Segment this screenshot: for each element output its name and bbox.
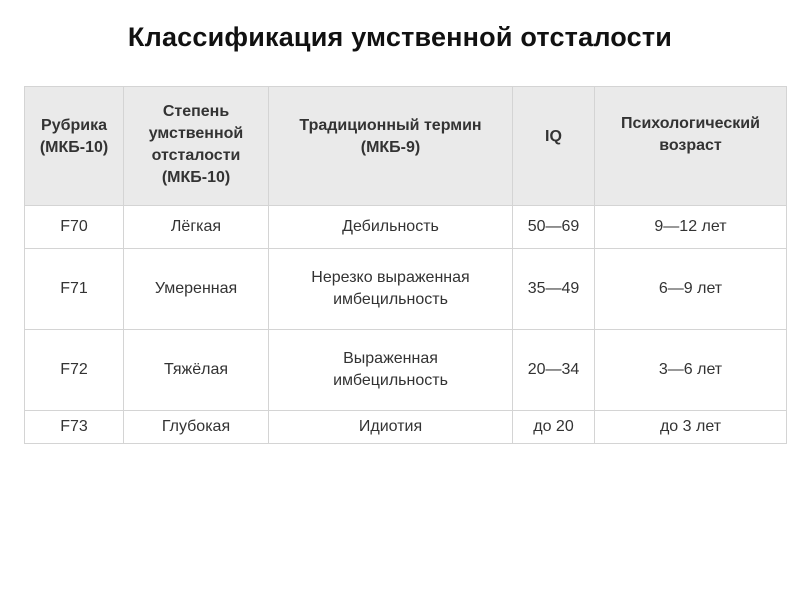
header-iq-label: IQ [545, 128, 562, 145]
header-rubric [25, 87, 124, 206]
header-degree [124, 87, 269, 206]
header-psych-age-label: Психологический возраст [621, 115, 760, 154]
cell-term [269, 411, 513, 444]
header-degree-label: Степень умственной отсталости (МКБ-10) [148, 103, 244, 186]
cell-rubric: F70 [25, 206, 124, 249]
cell-degree: Глубокая [124, 411, 269, 444]
table-row [25, 330, 787, 411]
header-traditional-term-label: Традиционный термин (МКБ-9) [299, 117, 482, 156]
cell-rubric: F72 [25, 330, 124, 411]
header-iq [513, 87, 595, 206]
cell-degree: Умеренная [124, 249, 269, 330]
cell-degree: Лёгкая [124, 206, 269, 249]
cell-rubric: F71 [25, 249, 124, 330]
table-header-row [25, 87, 787, 206]
cell-term-text: Идиотия [358, 418, 423, 435]
cell-age: 6—9 лет [595, 249, 787, 330]
cell-age: 3—6 лет [595, 330, 787, 411]
cell-iq: 35—49 [513, 249, 595, 330]
cell-age: до 3 лет [595, 411, 787, 444]
header-psych-age [595, 87, 787, 206]
cell-term-text: Выраженная имбецильность [333, 350, 448, 389]
cell-term [269, 249, 513, 330]
cell-iq: 50—69 [513, 206, 595, 249]
cell-rubric: F73 [25, 411, 124, 444]
cell-iq: до 20 [513, 411, 595, 444]
cell-term [269, 330, 513, 411]
cell-degree: Тяжёлая [124, 330, 269, 411]
cell-iq: 20—34 [513, 330, 595, 411]
cell-term-text: Дебильность [342, 218, 439, 235]
table-row [25, 411, 787, 444]
cell-term-text: Нерезко выраженная имбецильность [311, 269, 470, 308]
cell-age: 9—12 лет [595, 206, 787, 249]
header-traditional-term [269, 87, 513, 206]
header-rubric-label: Рубрика (МКБ-10) [39, 117, 109, 156]
table-row [25, 206, 787, 249]
classification-table [24, 86, 787, 444]
slide-title: Классификация умственной отсталости [127, 22, 673, 52]
cell-term [269, 206, 513, 249]
table-row [25, 249, 787, 330]
